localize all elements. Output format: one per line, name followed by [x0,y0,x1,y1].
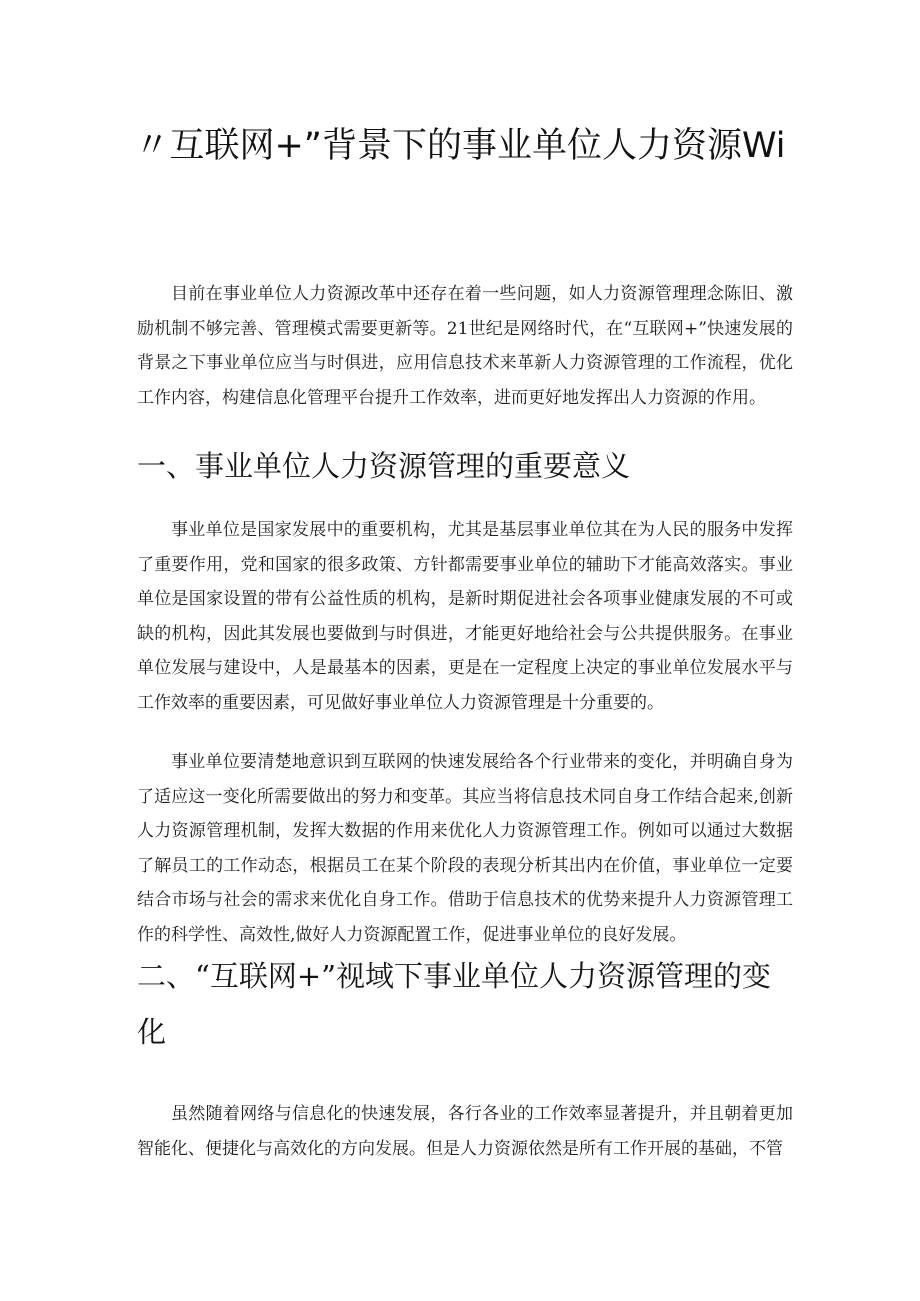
document-title: 〃互联网+”背景下的事业单位人力资源Wi [134,126,786,166]
intro-paragraph: 目前在事业单位人力资源改革中还存在着一些问题，如人力资源管理理念陈旧、激励机制不够完善、管理模式需要更新等。21世纪是网络时代，在“互联网+”快速发展的背景之下事业单位应当与时俱进，应用信息技术来革新人力资源管理的工作流程，优化工作内容，构建信息化管理平台提升工作效率，进而更好地发挥出人力资源的作用。 [137,284,793,408]
body-paragraph: 事业单位要清楚地意识到互联网的快速发展给各个行业带来的变化，并明确自身为了适应这一变化所需要做出的努力和变革。其应当将信息技术同自身工作结合起来,创新人力资源管理机制，发挥大数据的作用来优化人力资源管理工作。例如可以通过大数据了解员工的工作动态，根据员工在某个阶段的表现分析其出内在价值，事业单位一定要结合市场与社会的需求来优化自身工作。借助于信息技术的优势来提升人力资源管理工作的科学性、高效性,做好人力资源配置工作，促进事业单位的良好发展。 [137,752,793,945]
body-paragraph: 事业单位是国家发展中的重要机构，尤其是基层事业单位其在为人民的服务中发挥了重要作用，党和国家的很多政策、方针都需要事业单位的辅助下才能高效落实。事业单位是国家设置的带有公益性质的机构，是新时期促进社会各项事业健康发展的不可或缺的机构，因此其发展也要做到与时俱进，才能更好地给社会与公共提供服务。在事业单位发展与建设中，人是最基本的因素，更是在一定程度上决定的事业单位发展水平与工作效率的重要因素，可见做好事业单位人力资源管理是十分重要的。 [137,520,793,713]
section-heading: 一、事业单位人力资源管理的重要意义 [137,449,631,483]
body-paragraph: 虽然随着网络与信息化的快速发展，各行各业的工作效率显著提升，并且朝着更加智能化、便捷化与高效化的方向发展。但是人力资源依然是所有工作开展的基础，不管 [137,1104,793,1159]
section-heading: 二、“互联网+”视域下事业单位人力资源管理的变化 [137,959,771,1049]
